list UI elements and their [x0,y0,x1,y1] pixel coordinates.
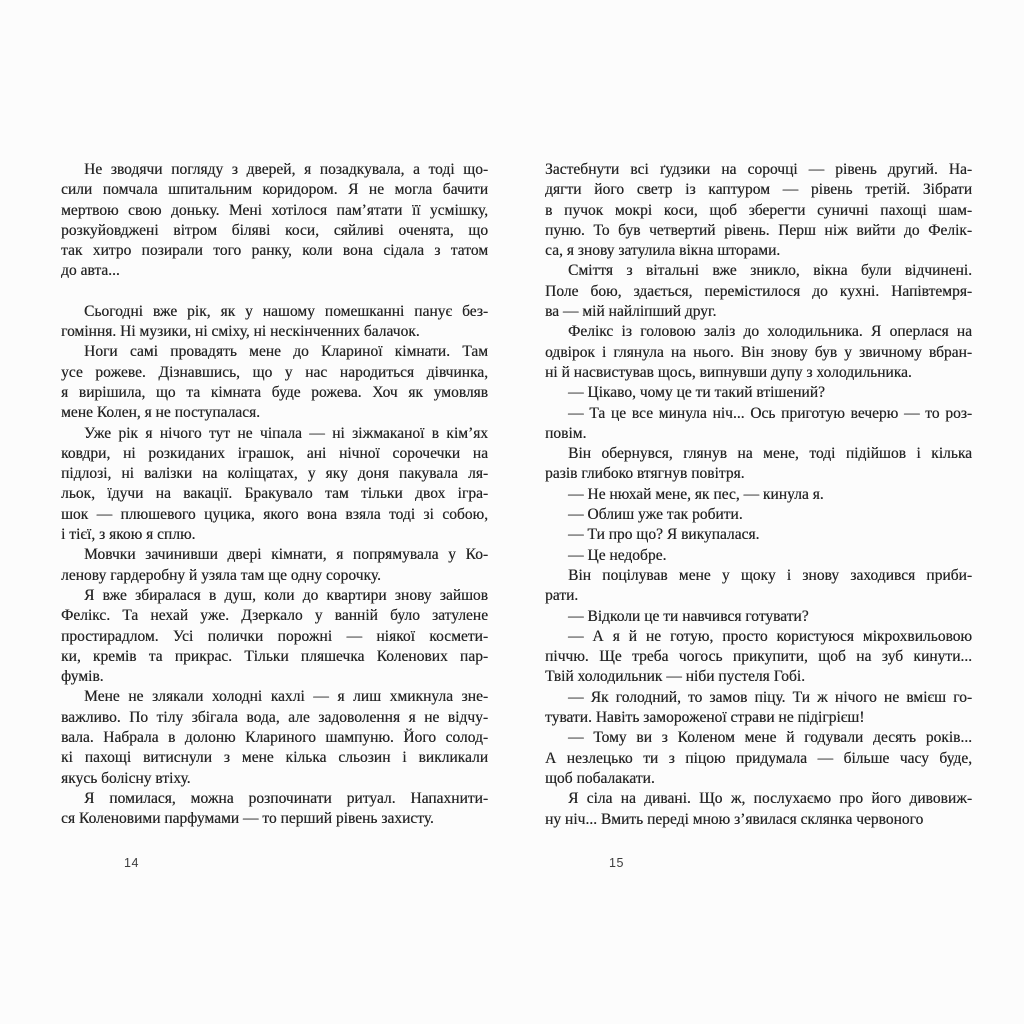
text-line: сили помчала шпитальним коридором. Я не могла бачити [61,181,488,199]
text-line: я вирішила, що та кімната буде рожева. Хоч як умовляв [61,383,488,401]
text-line: пуню. То був четвертий рівень. Перш ніж вийти до Фелік- [545,221,972,239]
text-line: — Це недобре. [568,546,667,564]
text-line: розкуйовджені вітром біляві коси, сяйливі оченята, що [61,221,488,239]
text-line: дягти його светр із каптуром — рівень третій. Зібрати [545,181,972,199]
text-line: — Облиш уже так робити. [568,506,743,524]
text-line: Я вже збиралася в душ, коли до квартири знову зайшов [84,586,488,604]
text-line: — Як голодний, то замов піцу. Ти ж нічого не вмієш го- [568,688,972,706]
text-line: мертвою свою доньку. Мені хотілося пам’ятати її усмішку, [61,201,488,219]
text-line: Сміття з вітальні вже зникло, вікна були відчинені. [568,262,972,280]
text-line: Мене не злякали холодні кахлі — я лиш хмикнула зне- [84,688,488,706]
text-line: А незлецько ти з піцою придумала — більше часу буде, [545,749,972,767]
text-line: до авта... [61,262,120,280]
right-page-text [545,160,972,830]
text-line: мене Колен, я не поступалася. [61,404,261,422]
text-line: Я помилася, можна розпочинати ритуал. Напахнити- [84,789,488,807]
text-line: разів глибоко втягнув повітря. [545,465,745,483]
text-line: гоміння. Ні музики, ні сміху, ні нескінченних балачок. [61,323,420,341]
left-page-text [61,160,488,830]
text-line: шок — плюшевого цуцика, якого вона взяла тоді зі собою, [61,505,488,523]
text-line: — Та це все минула ніч... Ось приготую вечерю — то роз- [568,404,972,422]
text-line: рати. [545,587,579,605]
text-line: Твій холодильник — ніби пустеля Гобі. [545,668,805,686]
left-page-number: 14 [124,856,139,870]
text-line: льок, їдучи на вакації. Бракувало там тільки двох ігра- [61,485,488,503]
text-line: — Відколи це ти навчився готувати? [568,607,809,625]
text-line: підлозі, ні валізки на коліщатах, у яку доня пакувала ля- [61,465,488,483]
right-page-number: 15 [609,856,624,870]
text-line: ну ніч... Вмить переді мною з’явилася склянка червоного [545,810,924,828]
text-line: Сьогодні вже рік, як у нашому помешканні панує без- [84,302,488,320]
text-line: — Цікаво, чому це ти такий втішений? [568,384,825,402]
text-line: ки, кремів та прикрас. Тільки пляшечка Коленових пар- [61,647,488,665]
text-line: так хитро позирали того ранку, коли вона сідала з татом [61,242,488,260]
text-line: Фелікс із головою заліз до холодильника. Я оперлася на [568,323,972,341]
text-line: якусь болісну втіху. [61,769,191,787]
text-line: Я сіла на дивані. Що ж, послухаємо про його дивовиж- [568,790,972,808]
text-line: вала. Набрала в долоню Клариного шампуню. Його солод- [61,729,488,747]
text-line: — А я й не готую, просто користуюся мікрохвильовою [568,627,972,645]
text-line: — Тому ви з Коленом мене й годували десять років... [568,729,972,747]
text-line: Він обернувся, глянув на мене, тоді підійшов і кілька [568,445,972,463]
text-line: Поле бою, здається, перемістилося до кухні. Напівтемря- [545,282,972,300]
section-break [61,282,488,302]
text-line: і тієї, з якою я сплю. [61,526,196,544]
text-line: Не зводячи погляду з дверей, я позадкувала, а тоді що- [84,161,488,178]
text-line: ні й насвистував щось, випнувши дупу з холодильника. [545,363,912,381]
text-line: Застебнути всі ґудзики на сорочці — рівень другий. На- [545,161,972,178]
text-line: са, я знову затулила вікна шторами. [545,242,781,260]
text-line: піччю. Ще треба чогось прикупити, щоб на зуб кинути... [545,648,972,666]
text-line: одвірок і глянула на нього. Він знову був у звичному вбран- [545,343,972,361]
text-line: Фелікс. Та нехай уже. Дзеркало у ванній було затулене [61,607,488,625]
text-line: ленову гардеробну й узяла там ще одну сорочку. [61,566,381,584]
text-line: ся Коленовими парфумами — то перший рівень захисту. [61,810,434,828]
text-line: Ноги самі провадять мене до Клариної кімнати. Там [84,343,488,361]
text-line: щоб побалакати. [545,769,655,787]
text-line: Уже рік я нічого тут не чіпала — ні зіжмаканої в кім’ях [84,424,488,442]
text-line: — Ти про що? Я викупалася. [568,526,760,544]
text-line: ва — мій найліпший друг. [545,303,717,321]
text-line: Він поцілував мене у щоку і знову заходився приби- [568,566,972,584]
text-line: повім. [545,424,587,442]
text-line: тувати. Навіть замороженої страви не підігрієш! [545,709,865,727]
text-line: Мовчки зачинивши двері кімнати, я попрямувала у Ко- [84,546,488,564]
text-line: кі пахощі витиснули з мене кілька сльозин і викликали [61,749,488,767]
text-line: фумів. [61,668,104,686]
text-line: важливо. По тілу збігала вода, але задоволення я не відчу- [61,708,488,726]
text-line: простирадлом. Усі полички порожні — ніякої космети- [61,627,488,645]
text-line: — Не нюхай мене, як пес, — кинула я. [568,485,824,503]
text-line: усе рожеве. Дізнавшись, що у нас народиться дівчинка, [61,363,488,381]
text-line: ковдри, ні розкиданих іграшок, ані нічної сорочечки на [61,444,488,462]
text-line: в пучок мокрі коси, щоб зберегти суничні пахощі шам- [545,201,972,219]
